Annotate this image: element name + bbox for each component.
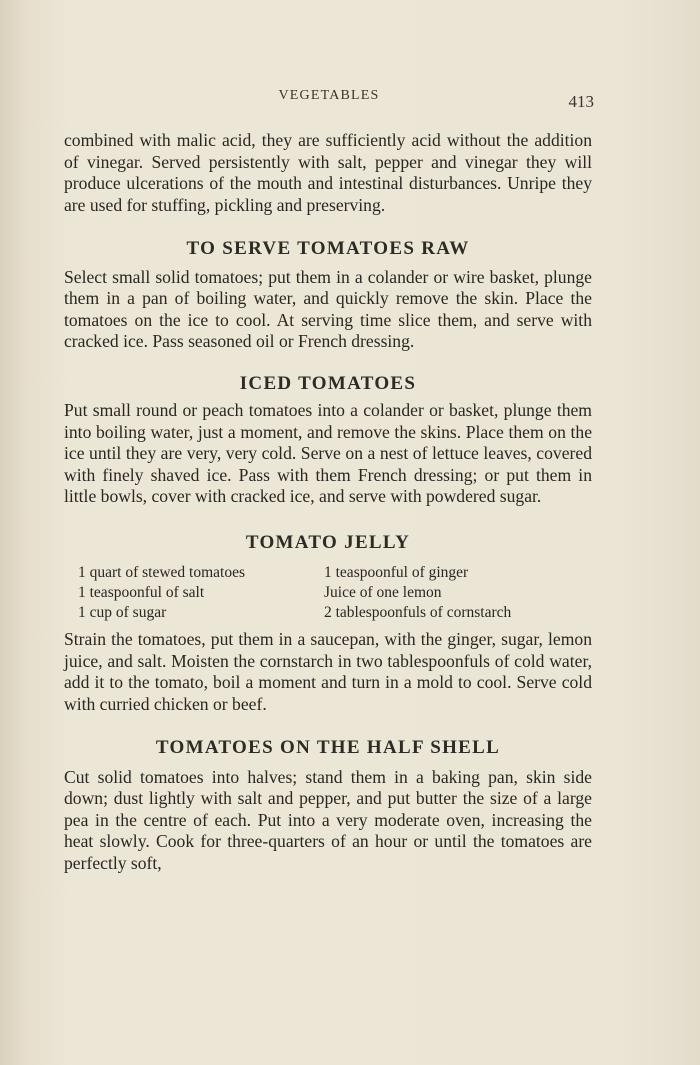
ingredient-item: 1 quart of stewed tomatoes — [78, 564, 246, 581]
section-title-iced-tomatoes: ICED TOMATOES — [239, 372, 417, 394]
section-text-tomato-jelly: Strain the tomatoes, put them in a saucepan, with the ginger, sugar, lemon juice, and salt. Moisten the cornstarch in two tablespoonfuls of cold water, add it to the tomato, boil a moment and turn in a mold to cool. Serve cold with curried chicken or beef. — [64, 629, 592, 714]
ingredient-list — [78, 563, 592, 623]
section-text-half-shell: Cut solid tomatoes into halves; stand them in a baking pan, skin side down; dust lightly with salt and pepper, and put butter the size of a large pea in the centre of each. Put into a very moderate oven, increasing the heat slowly. Cook for three-quarters of an hour or until the tomatoes are perfectly soft, — [64, 766, 592, 873]
section-text-iced-tomatoes: Put small round or peach tomatoes into a colander or basket, plunge them into boiling water, just a moment, and remove the skins. Place them on the ice until they are very, very cold. Serve on a nest of lettuce leaves, covered with finely shaved ice. Pass with them French dressing; or put them in little bowls, cover with cracked ice, and serve with powdered sugar. — [64, 400, 592, 506]
ingredient-item: 1 cup of sugar — [78, 604, 167, 621]
section-title-half-shell: TOMATOES ON THE HALF SHELL — [155, 737, 501, 758]
page-number: 413 — [568, 92, 594, 111]
ingredient-item: 2 tablespoonfuls of cornstarch — [324, 604, 512, 621]
page-header — [64, 88, 594, 114]
section-title-tomato-jelly: TOMATO JELLY — [245, 531, 411, 553]
ingredient-item: Juice of one lemon — [324, 584, 442, 601]
ingredient-item: 1 teaspoonful of salt — [78, 584, 205, 601]
section-text-serve-raw: Select small solid tomatoes; put them in a colander or wire basket, plunge them in a pan of boiling water, and quickly remove the skin. Place the tomatoes on the ice to cool. At serving time slice them, and serve with cracked ice. Pass seasoned oil or French dressing. — [64, 266, 592, 351]
running-title: VEGETABLES — [278, 88, 380, 103]
ingredient-item: 1 teaspoonful of ginger — [324, 564, 469, 581]
section-title-serve-raw: TO SERVE TOMATOES RAW — [186, 238, 470, 259]
page-content — [64, 130, 592, 874]
intro-paragraph: combined with malic acid, they are sufficiently acid without the addition of vinegar. Served persistently with salt, pepper and vinegar they will produce ulcerations of the mouth and intestinal disturbances. Unripe they are used for stuffing, pickling and preserving. — [64, 130, 592, 215]
